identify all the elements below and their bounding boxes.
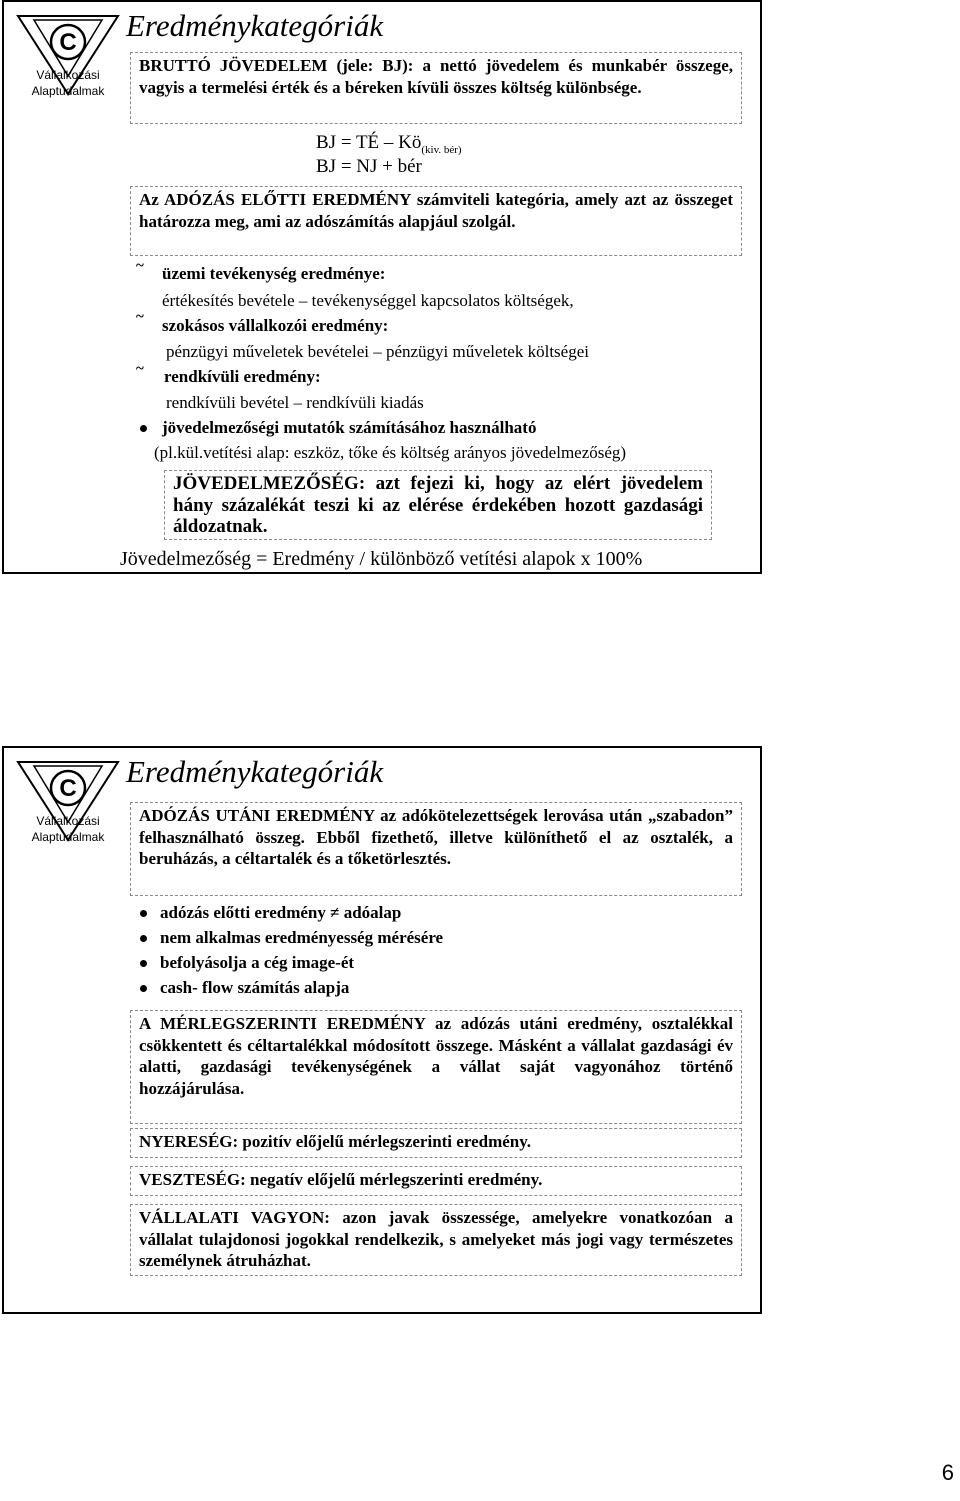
tilde-bullet-icon: ~	[136, 361, 144, 377]
page-number: 6	[941, 1460, 954, 1485]
copyright-logo	[10, 14, 110, 98]
bullet-dot-icon	[140, 960, 147, 967]
bullet-dot-icon	[140, 935, 147, 942]
profitability-bullet-detail: (pl.kül.vetítési alap: eszköz, tőke és költség arányos jövedelmezőség)	[154, 443, 627, 462]
bullet-item: adózás előtti eredmény ≠ adóalap	[160, 903, 402, 922]
profitability-bullet: jövedelmezőségi mutatók számításához használható	[162, 418, 537, 437]
bullet-item: nem alkalmas eredményesség mérésére	[160, 928, 444, 947]
bullet-item: befolyásolja a cég image-ét	[160, 953, 355, 972]
after-tax-result-definition: ADÓZÁS UTÁNI EREDMÉNY az adókötelezettségek lerovása után „szabadon” felhasználható összeg. Ebből fizethető, illetve különíthető el az osztalék, a beruházás, a céltartalék és a tőketörlesztés.	[130, 802, 742, 896]
formula-bj-nj: BJ = NJ + bér	[316, 156, 422, 177]
logo-text-line1: Vállalkozási	[36, 814, 100, 828]
pretax-result-definition: Az ADÓZÁS ELŐTTI EREDMÉNY számviteli kategória, amely azt az összeget határozza meg, ami az adószámítás alapjául szolgál.	[130, 186, 742, 256]
item-detail: pénzügyi műveletek bevételei – pénzügyi műveletek költségei	[166, 342, 589, 361]
slide-title: Eredménykategóriák	[126, 754, 384, 789]
bullet-dot-icon	[140, 985, 147, 992]
logo-mark: C	[59, 775, 77, 802]
tilde-bullet-icon: ~	[136, 258, 144, 274]
loss-definition: VESZTESÉG: negatív előjelű mérlegszerinti eredmény.	[130, 1166, 742, 1196]
bullet-dot-icon	[140, 425, 147, 432]
item-label: szokásos vállalkozói eredmény:	[162, 316, 389, 335]
company-assets-definition: VÁLLALATI VAGYON: azon javak összessége, amelyekre vonatkozóan a vállalat tulajdonosi jogokkal rendelkezik, s amelyeket más jogi vagy természetes személynek átruházhat.	[130, 1204, 742, 1276]
logo-mark: C	[59, 29, 77, 56]
logo-text-line2: Alaptudalmak	[31, 84, 105, 98]
slide-2	[2, 746, 762, 1314]
item-detail: rendkívüli bevétel – rendkívüli kiadás	[166, 393, 424, 412]
item-label: rendkívüli eredmény:	[164, 367, 321, 386]
copyright-logo	[10, 760, 110, 844]
bullet-item: cash- flow számítás alapja	[160, 978, 350, 997]
logo-text-line2: Alaptudalmak	[31, 830, 105, 844]
bullet-dot-icon	[140, 910, 147, 917]
item-label: üzemi tevékenység eredménye:	[162, 264, 386, 283]
gross-income-definition: BRUTTÓ JÖVEDELEM (jele: BJ): a nettó jövedelem és munkabér összege, vagyis a termelési érték és a béreken kívüli összes költség különbsége.	[130, 52, 742, 124]
formula-bj-te-main: BJ = TÉ – Kö	[316, 132, 422, 153]
item-detail: értékesítés bevétele – tevékenységgel kapcsolatos költségek,	[162, 291, 574, 310]
slide-1	[2, 0, 762, 574]
formula-bj-te-sub: (kiv. bér)	[421, 143, 462, 156]
balance-sheet-result-definition: A MÉRLEGSZERINTI EREDMÉNY az adózás utáni eredmény, osztalékkal csökkentett és céltartalékkal módosított összege. Másként a vállalat gazdasági év alatti, gazdasági tevékenységének a vállat saját vagyonához történő hozzájárulása.	[130, 1010, 742, 1124]
logo-text-line1: Vállalkozási	[36, 68, 100, 82]
profitability-formula: Jövedelmezőség = Eredmény / különböző vetítési alapok x 100%	[120, 548, 643, 570]
profit-definition: NYERESÉG: pozitív előjelű mérlegszerinti eredmény.	[130, 1128, 742, 1158]
profitability-definition: JÖVEDELMEZŐSÉG: azt fejezi ki, hogy az elért jövedelem hány százalékát teszi ki az elérése érdekében hozott gazdasági áldozatnak.	[164, 470, 712, 540]
formula-bj-te	[316, 132, 462, 156]
slide-title: Eredménykategóriák	[126, 8, 384, 43]
tilde-bullet-icon: ~	[136, 309, 144, 325]
